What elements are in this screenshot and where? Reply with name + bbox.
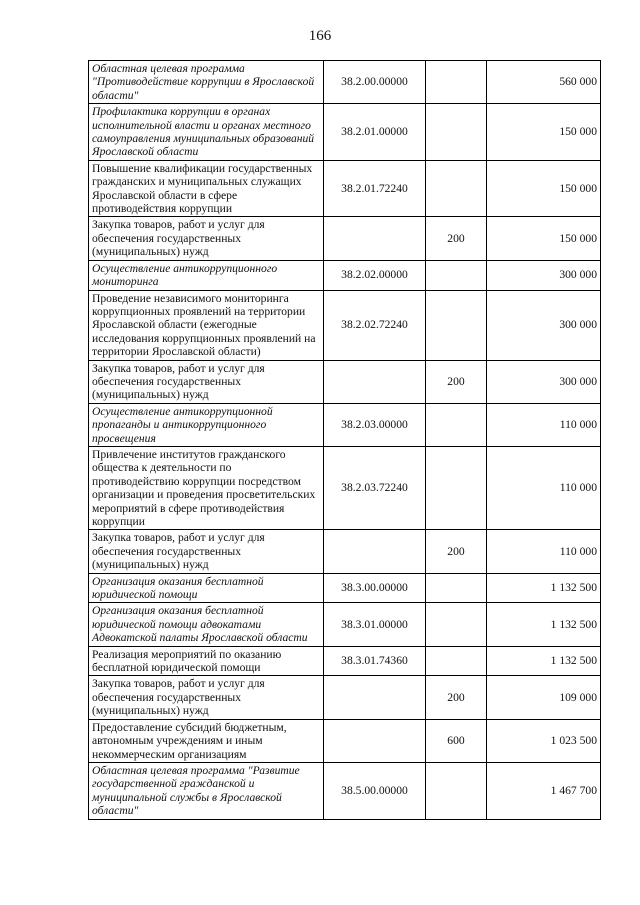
row-amount-cell: 1 023 500 [487, 719, 601, 762]
row-code-cell: 38.3.01.00000 [324, 603, 426, 646]
row-code-cell [324, 530, 426, 573]
row-expense-type-cell [426, 290, 487, 360]
row-expense-type-cell [426, 573, 487, 603]
row-expense-type-cell [426, 104, 487, 161]
row-name-cell: Закупка товаров, работ и услуг для обеспечения государственных (муниципальных) нужд [89, 530, 324, 573]
row-expense-type-cell: 200 [426, 360, 487, 403]
row-code-cell: 38.3.01.74360 [324, 646, 426, 676]
table-row [89, 446, 601, 529]
row-name-cell: Закупка товаров, работ и услуг для обеспечения государственных (муниципальных) нужд [89, 360, 324, 403]
row-expense-type-cell [426, 160, 487, 217]
table-row [89, 360, 601, 403]
row-amount-cell: 150 000 [487, 217, 601, 260]
row-code-cell: 38.3.00.00000 [324, 573, 426, 603]
row-amount-cell: 110 000 [487, 403, 601, 446]
row-code-cell [324, 360, 426, 403]
row-amount-cell: 150 000 [487, 104, 601, 161]
row-amount-cell: 1 132 500 [487, 646, 601, 676]
row-name-cell: Осуществление антикоррупционной пропаганды и антикоррупционного просвещения [89, 403, 324, 446]
row-code-cell: 38.2.00.00000 [324, 61, 426, 104]
table-row [89, 61, 601, 104]
table-row [89, 217, 601, 260]
row-name-cell: Предоставление субсидий бюджетным, автономным учреждениям и иным некоммерческим организациям [89, 719, 324, 762]
row-expense-type-cell: 200 [426, 217, 487, 260]
row-code-cell: 38.2.02.00000 [324, 260, 426, 290]
row-code-cell: 38.2.01.72240 [324, 160, 426, 217]
row-amount-cell: 110 000 [487, 530, 601, 573]
row-expense-type-cell [426, 446, 487, 529]
row-name-cell: Закупка товаров, работ и услуг для обеспечения государственных (муниципальных) нужд [89, 676, 324, 719]
row-name-cell: Организация оказания бесплатной юридической помощи адвокатами Адвокатской палаты Ярославской области [89, 603, 324, 646]
row-name-cell: Осуществление антикоррупционного мониторинга [89, 260, 324, 290]
row-amount-cell: 109 000 [487, 676, 601, 719]
row-expense-type-cell [426, 260, 487, 290]
row-amount-cell: 300 000 [487, 290, 601, 360]
row-code-cell: 38.2.03.72240 [324, 446, 426, 529]
table-row [89, 290, 601, 360]
row-code-cell: 38.2.02.72240 [324, 290, 426, 360]
row-name-cell: Организация оказания бесплатной юридической помощи [89, 573, 324, 603]
row-code-cell: 38.2.03.00000 [324, 403, 426, 446]
table-row [89, 403, 601, 446]
row-name-cell: Областная целевая программа "Развитие государственной гражданской и муниципальной службы в Ярославской области" [89, 762, 324, 819]
row-expense-type-cell [426, 61, 487, 104]
row-code-cell: 38.5.00.00000 [324, 762, 426, 819]
row-expense-type-cell [426, 762, 487, 819]
table-row [89, 530, 601, 573]
table-row [89, 762, 601, 819]
row-expense-type-cell: 200 [426, 676, 487, 719]
page-number: 166 [308, 28, 332, 44]
row-amount-cell: 1 467 700 [487, 762, 601, 819]
table-row [89, 573, 601, 603]
row-amount-cell: 1 132 500 [487, 573, 601, 603]
row-code-cell [324, 217, 426, 260]
table-row [89, 260, 601, 290]
table-row [89, 160, 601, 217]
row-name-cell: Профилактика коррупции в органах исполнительной власти и органах местного самоуправления муниципальных образований Ярославской области [89, 104, 324, 161]
row-amount-cell: 300 000 [487, 260, 601, 290]
row-name-cell: Реализация мероприятий по оказанию бесплатной юридической помощи [89, 646, 324, 676]
row-code-cell [324, 719, 426, 762]
table-row [89, 104, 601, 161]
budget-table [88, 60, 601, 820]
row-expense-type-cell [426, 403, 487, 446]
row-name-cell: Областная целевая программа "Противодействие коррупции в Ярославской области" [89, 61, 324, 104]
row-name-cell: Повышение квалификации государственных гражданских и муниципальных служащих Ярославской области в сфере противодействия коррупции [89, 160, 324, 217]
table-row [89, 719, 601, 762]
row-expense-type-cell: 200 [426, 530, 487, 573]
row-amount-cell: 300 000 [487, 360, 601, 403]
row-name-cell: Привлечение институтов гражданского общества к деятельности по противодействию коррупции посредством организации и проведения просветительских мероприятий в сфере противодействия коррупции [89, 446, 324, 529]
budget-table-body [89, 61, 601, 820]
row-expense-type-cell: 600 [426, 719, 487, 762]
row-amount-cell: 560 000 [487, 61, 601, 104]
table-row [89, 676, 601, 719]
row-code-cell [324, 676, 426, 719]
row-expense-type-cell [426, 603, 487, 646]
row-expense-type-cell [426, 646, 487, 676]
table-row [89, 646, 601, 676]
row-name-cell: Закупка товаров, работ и услуг для обеспечения государственных (муниципальных) нужд [89, 217, 324, 260]
row-amount-cell: 110 000 [487, 446, 601, 529]
row-amount-cell: 150 000 [487, 160, 601, 217]
row-name-cell: Проведение независимого мониторинга коррупционных проявлений на территории Ярославской области (ежегодные исследования коррупционных проявлений на территории Ярославской области) [89, 290, 324, 360]
table-row [89, 603, 601, 646]
row-amount-cell: 1 132 500 [487, 603, 601, 646]
row-code-cell: 38.2.01.00000 [324, 104, 426, 161]
